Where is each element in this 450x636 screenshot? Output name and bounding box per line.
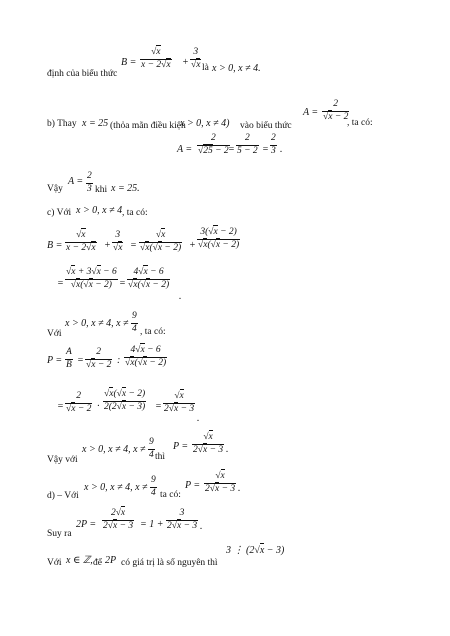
vay-expr: A = $\frac{2}{3}$	[68, 171, 92, 194]
d-prefix: d) – Với	[47, 491, 79, 501]
last-condition: x ∈ ℤ,	[66, 555, 93, 566]
suyra-expr: 2P = $\frac{2√x}{2√x - 3}$ = 1 + $\frac{3}{2√x - 3}$ .	[76, 508, 203, 532]
voi2-prefix: Với	[47, 329, 62, 339]
b-value: x = 25	[82, 118, 109, 129]
P-line1: P = $\frac{A}{B}$ = $\frac{2}{√x - 2}$ : $\frac{4√x - 6}{√x(√x - 2)}$	[47, 345, 167, 370]
c-B-line2: = $\frac{√x + 3√x - 6}{√x(√x - 2)}$ = $\frac{4√x - 6}{√x(√x - 2)}$ .	[57, 267, 182, 302]
b-calc: A = $\frac{2}{√25 - 2}$ = $\frac{2}{5 - 2}$ = $\frac{2}{3}$ .	[177, 133, 283, 156]
vay2-cond: x > 0, x ≠ 4, x ≠ $\frac{9}{4}$	[82, 437, 154, 460]
intro-la: là	[202, 63, 209, 73]
c-condition: x > 0, x ≠ 4	[76, 205, 123, 216]
intro-condition: x > 0, x ≠ 4.	[212, 63, 261, 74]
b-expr: A = $\frac{2}{√x - 2}$	[303, 99, 349, 122]
c-prefix: c) Với	[47, 208, 72, 218]
last-prefix: Với	[47, 558, 62, 568]
b-taco: , ta có:	[347, 118, 373, 128]
b-suffix: vào biểu thức	[240, 121, 292, 131]
vay-prefix: Vậy	[47, 184, 63, 194]
voi2-cond: x > 0, x ≠ 4, x ≠ $\frac{9}{4}$	[65, 311, 137, 334]
d-cond: x > 0, x ≠ 4, x ≠ $\frac{9}{4}$	[84, 475, 156, 498]
vay2-expr: P = $\frac{√x}{2√x - 3}$ .	[173, 432, 229, 455]
b-condition: x > 0, x ≠ 4)	[180, 118, 230, 129]
vay2-prefix: Vậy với	[47, 455, 78, 465]
b-prefix: b) Thay	[47, 119, 77, 129]
vay2-thi: thì	[155, 452, 166, 462]
last-de: để	[93, 558, 102, 568]
last-expr: 3 ⋮ (2√x − 3)	[226, 545, 285, 556]
c-B-line1: B = $\frac{√x}{x - 2√x}$ + $\frac{3}{√x}$ = $\frac{√x}{√x(√x - 2)}$ + $\frac{3(√x - 2)}{√x(√x - 2)}$	[47, 227, 240, 253]
c-taco: , ta có:	[122, 208, 148, 218]
last-2p: 2P	[105, 555, 117, 566]
b-mid: (thỏa mãn điều kiện	[110, 121, 186, 131]
intro-prefix: định của biểu thức	[47, 69, 118, 79]
vay-khi: khi	[95, 185, 108, 195]
intro-formula: B = $\frac{√x}{x - 2√x}$ + $\frac{3}{√x}$	[121, 47, 201, 70]
suyra-prefix: Suy ra	[47, 529, 72, 539]
d-taco: ta có:	[160, 490, 181, 500]
voi2-taco: , ta có:	[140, 327, 166, 337]
last-mid: có giá trị là số nguyên thì	[121, 558, 218, 568]
vay-x: x = 25.	[111, 183, 140, 194]
d-expr: P = $\frac{√x}{2√x - 3}$ .	[185, 471, 241, 494]
P-line2: = $\frac{2}{√x - 2}$ · $\frac{√x(√x - 2)}{2(2√x - 3)}$ = $\frac{√x}{2√x - 3}$ .	[57, 389, 200, 424]
